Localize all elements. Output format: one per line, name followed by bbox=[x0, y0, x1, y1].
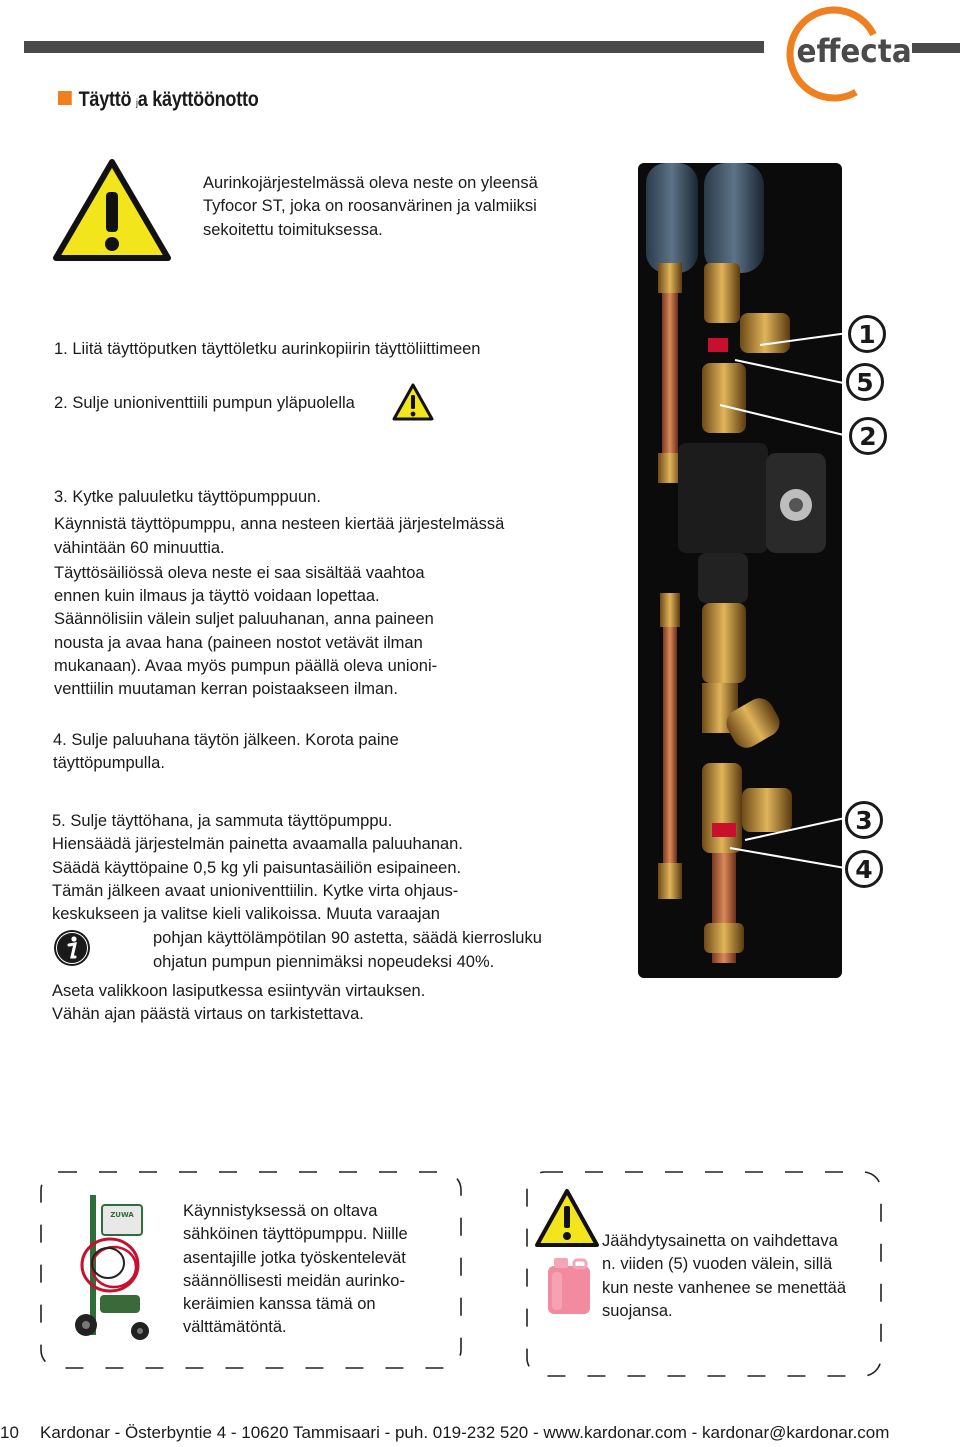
step-1: 1. Liitä täyttöputken täyttöletku aurinkopiirin täyttöliittimeen bbox=[54, 340, 481, 358]
callout-1 bbox=[847, 314, 883, 350]
callout-2 bbox=[848, 416, 884, 452]
svg-text:5: 5 bbox=[856, 368, 874, 397]
warning-icon bbox=[52, 158, 172, 262]
left-info-text: Käynnistyksessä on oltava sähköinen täyttöpumppu. Niille asentajille jotka työskentelevät säännöllisesti meidän aurinko- keräimien kanssa tämä on välttämätöntä. bbox=[183, 1202, 408, 1337]
svg-text:3: 3 bbox=[855, 806, 873, 835]
step-4: 4. Sulje paluuhana täytön jälkeen. Korota paine täyttöpumpulla. bbox=[53, 731, 399, 773]
warning-box-icon bbox=[534, 1188, 600, 1248]
callout-4 bbox=[844, 849, 880, 885]
footer-address: Kardonar - Österbyntie 4 - 10620 Tammisaari - puh. 019-232 520 - www.kardonar.com - kardonar@kardonar.com bbox=[40, 1423, 890, 1442]
svg-text:2: 2 bbox=[859, 422, 877, 451]
header-bar bbox=[24, 41, 764, 53]
effecta-logo bbox=[780, 2, 910, 102]
coolant-canister-image bbox=[546, 1256, 592, 1316]
step-3: 3. Kytke paluuletku täyttöpumppuun. Käynnistä täyttöpumppu, anna nesteen kiertää järjestelmässä vähintään 60 minuuttia. Täyttösäiliössä oleva neste ei saa sisältää vaahtoa ennen kuin ilmaus ja täyttö voidaan lopettaa. Säännölisiin välein suljet paluuhanan, anna paineen nousta ja avaa hana (paineen nostot vetävät ilman mukanaan). Avaa myös pumpun päällä oleva unioni- venttiilin muutaman kerran poistaakseen ilman. bbox=[54, 488, 505, 699]
step-5-end: Aseta valikkoon lasiputkessa esiintyvän virtauksen. Vähän ajan päästä virtaus on tarkistettava. bbox=[52, 982, 426, 1024]
right-info-text: Jäähdytysainetta on vaihdettava n. viiden (5) vuoden välein, sillä kun neste vanhenee se menettää suojansa. bbox=[602, 1232, 847, 1320]
step-5-info: pohjan käyttölämpötilan 90 astetta, säädä kierrosluku ohjatun pumpun piennimäksi nopeudeksi 40%. bbox=[153, 929, 542, 972]
logo-text: effecta bbox=[796, 32, 910, 71]
callout-lines bbox=[640, 300, 960, 900]
step-5: 5. Sulje täyttöhana, ja sammuta täyttöpumppu. Hiensäädä järjestelmän painetta avaamalla paluuhanan. Säädä käyttöpaine 0,5 kg yli paisuntasäiliön esipaineen. Tämän jälkeen avaat unioniventtiilin. Kytke virta ohjaus- keskukseen ja valitse kieli valikoissa. Muuta varaajan bbox=[52, 812, 463, 924]
page-number: 10 bbox=[0, 1423, 19, 1442]
svg-text:1: 1 bbox=[858, 320, 876, 349]
step-2: 2. Sulje unioniventtiili pumpun yläpuolella bbox=[54, 394, 355, 412]
warning-small-icon bbox=[392, 383, 434, 421]
callout-5 bbox=[845, 362, 881, 398]
callout-3 bbox=[844, 800, 880, 836]
section-title: Täyttö ja käyttöönotto bbox=[58, 88, 259, 112]
header-bar-right bbox=[912, 43, 960, 53]
svg-text:ZUWA: ZUWA bbox=[110, 1211, 134, 1219]
svg-text:4: 4 bbox=[855, 855, 873, 884]
title-square-icon bbox=[58, 91, 72, 105]
info-icon bbox=[52, 928, 92, 968]
intro-text: Aurinkojärjestelmässä oleva neste on yleensä Tyfocor ST, joka on roosanvärinen ja valmiiksi sekoitettu toimituksessa. bbox=[203, 174, 538, 239]
filling-pump-image bbox=[70, 1185, 160, 1347]
